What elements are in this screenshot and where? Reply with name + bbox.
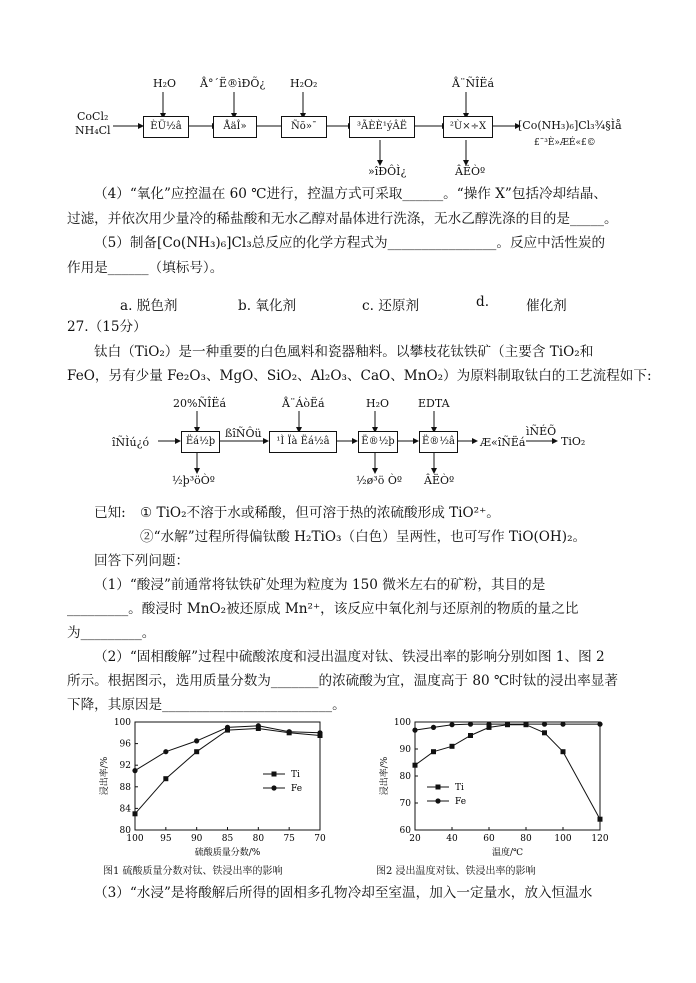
chart2-fe-point: [449, 722, 454, 727]
q5-option-c: c. 还原剂: [362, 298, 420, 314]
chart2-fe-point: [560, 722, 565, 727]
chart1-fe-point: [287, 729, 292, 734]
chart2-xlabel: 温度/℃: [491, 848, 524, 858]
flow1-arrows: [0, 0, 696, 200]
chart2-ytick-label: 70: [399, 799, 411, 809]
answer-prompt: 回答下列问题：: [94, 553, 190, 569]
chart2-ti-point: [542, 730, 547, 735]
q5-option-d-letter: d.: [476, 294, 490, 310]
q27-intro-line2: FeO，另有少量 Fe₂O₃、MgO、SiO₂、Al₂O₃、CaO、MnO₂）为原料制取钛白的工艺流程如下:: [67, 368, 652, 384]
chart2-fe-point: [431, 725, 436, 730]
chart2-ytick-label: 100: [393, 718, 411, 728]
flow2-reagent-20pct-acid: 20%ÑÎËá: [173, 397, 227, 410]
q27-intro-line1: 钛白（TiO₂）是一种重要的白色風料和瓷器釉料。以攀枝花钛铁矿（主要含 TiO₂和: [94, 344, 594, 360]
chart1-xtick-label: 85: [221, 834, 234, 844]
chart2-ti-point: [468, 733, 473, 738]
q27-1-line3: 为_________。: [67, 625, 156, 641]
chart2-legend-fe-label: Fe: [455, 797, 467, 807]
chart1-legend-fe-marker: [271, 785, 276, 790]
chart1-fe-point: [256, 723, 261, 728]
flow2-output-filtrate: ÂËÒº: [424, 474, 455, 487]
chart2-legend-fe-marker: [435, 798, 440, 803]
flow1-input-line2: NH₄Cl: [75, 124, 111, 137]
q5-option-a: a. 脱色剂: [120, 298, 178, 314]
chart1-fe-point: [194, 738, 199, 743]
chart1-ylabel: 浸出率/%: [100, 756, 110, 796]
chart2-ytick-label: 80: [399, 772, 411, 782]
flow1-box-complex: ÅäÎ»: [213, 116, 257, 138]
chart1-ytick-label: 96: [119, 739, 131, 750]
flow2-box-hydrolysis: Ë®½â: [419, 431, 458, 453]
flow2-reagent-calcine: ìÑÉÕ: [526, 425, 557, 438]
chart2-ti-point: [431, 749, 436, 754]
flow2-after-hydrolysis: Æ«îÑËá: [480, 436, 526, 449]
chart1-fe-point: [225, 725, 230, 730]
flow1-product-sub: £¨³È»ÆÉ«£©: [534, 138, 596, 148]
chart1-xtick-label: 90: [190, 834, 203, 844]
chart2-legend-ti-label: Ti: [455, 783, 464, 793]
known-fact-1: ① TiO₂不溶于水或稀酸，但可溶于热的浓硫酸形成 TiO²⁺。: [140, 505, 500, 521]
chart2-fe-point: [505, 722, 510, 727]
chart2-xtick-label: 60: [483, 834, 495, 844]
chart1-legend-ti-marker: [272, 772, 277, 777]
q27-2-line3: 下降，其原因是_________________________。: [67, 697, 346, 713]
flow2-end-product: TiO₂: [561, 435, 586, 448]
flow1-box-oxidize: Ñõ»¯: [281, 116, 327, 138]
chart2-xtick-label: 80: [520, 834, 532, 844]
chart2-ti-point: [598, 817, 603, 822]
chart2-caption: 图2 浸出温度对钛、铁浸出率的影响: [376, 866, 536, 877]
flow1-product: [Co(NH₃)₆]Cl₃¾§Ìå: [518, 119, 622, 132]
flow1-output-filtrate: ÂËÒº: [455, 165, 486, 178]
flow2-output-leachate: ½þ³öÒº: [172, 474, 215, 487]
flow1-box-dissolve: ÈÜ½â: [143, 116, 189, 138]
flow1-reagent-h2o: H₂O: [153, 77, 177, 90]
chart2-xtick-label: 100: [554, 834, 572, 844]
known-label: 已知:: [94, 505, 126, 521]
flow2-reagent-conc-sulfuric: Å¨ÁòËá: [282, 397, 325, 410]
flow2-arrows: [0, 380, 696, 490]
flow1-input-line1: CoCl₂: [77, 110, 109, 123]
flow1-box-operation-x: ²Ù×÷X: [443, 116, 493, 138]
chart1-xtick-label: 95: [160, 834, 172, 844]
q27-1-line2: _________。酸浸时 MnO₂被还原成 Mn²⁺，该反应中氧化剂与还原剂的物质的量之比: [67, 601, 579, 617]
chart1-ytick-label: 92: [119, 761, 131, 772]
q27-header: 27.（15分）: [67, 319, 147, 335]
chart2-fe-point: [597, 722, 602, 727]
flow1-box-hot-filter: ³ÃÈÈ¹ýÂË: [349, 116, 415, 138]
chart1-fe-point: [132, 768, 137, 773]
chart2-fe-point: [412, 728, 417, 733]
q5-option-d-text: 催化剂: [526, 298, 567, 314]
chart1-ti-point: [163, 776, 168, 781]
q5-line2: 作用是______（填标号）。: [67, 260, 224, 276]
chart1-xtick-label: 100: [126, 834, 144, 844]
q27-2-line2: 所示。根据图示，选用质量分数为_______的浓硫酸为宜，温度高于 80 ℃时钛的浸出率显著: [67, 673, 618, 689]
chart2-xtick-label: 40: [446, 834, 458, 844]
chart2-fe-point: [486, 722, 491, 727]
chart2-series-ti-line: [415, 725, 600, 820]
chart2-fe-point: [542, 722, 547, 727]
chart2-xtick-label: 20: [409, 834, 421, 844]
flow1-reagent-h2o2: H₂O₂: [290, 77, 318, 90]
flow1-reagent-conc-hcl: Å¨ÑÎËá: [452, 77, 495, 90]
chart1-fe-point: [163, 749, 168, 754]
chart2-fe-point: [468, 722, 473, 727]
chart1-ytick-label: 80: [119, 826, 131, 836]
chart1-legend-ti-label: Ti: [291, 770, 300, 780]
q27-3-line1: （3）“水浸”是将酸解后所得的固相多孔物冷却至室温，加入一定量水，放入恒温水: [94, 885, 593, 901]
chart1-fe-point: [317, 730, 322, 735]
q4-line2: 过滤，并依次用少量冷的稀盐酸和无水乙醇对晶体进行洗涤，无水乙醇洗涤的目的是_____。: [67, 211, 618, 227]
chart1-xtick-label: 80: [252, 834, 265, 844]
chart1-ti-point: [133, 811, 138, 816]
chart2-ytick-label: 60: [399, 826, 411, 836]
chart2-ytick-label: 90: [399, 745, 411, 755]
chart-figure-1: [95, 712, 335, 862]
chart2-xtick-label: 120: [591, 834, 609, 844]
chart1-xtick-label: 70: [314, 834, 326, 844]
flow2-start: îÑÌú¿ó: [112, 436, 150, 449]
chart2-legend-ti-marker: [436, 785, 441, 790]
chart2-ylabel: 浸出率/%: [380, 756, 390, 796]
flow2-box-acid-leach: Ëá½þ: [181, 431, 220, 453]
q27-1-line1: （1）“酸浸”前通常将钛铁矿处理为粒度为 150 微米左右的矿粉，其目的是: [94, 577, 546, 593]
q27-2-line1: （2）“固相酸解”过程中硫酸浓度和浸出温度对钛、铁浸出率的影响分别如图 1、图 2: [94, 649, 605, 665]
chart1-ytick-label: 100: [113, 718, 131, 728]
flow1-reagent-ammonia-charcoal: Å°´Ë®ìÐÕ¿: [200, 77, 266, 90]
chart2-fe-point: [523, 722, 528, 727]
chart1-xlabel: 硫酸质量分数/%: [194, 848, 261, 858]
chart1-ytick-label: 88: [119, 782, 131, 793]
flow2-box-solid-acidolysis: ¹Ì Ïà Ëá½â: [269, 431, 337, 453]
q5-line1: （5）制备[Co(NH₃)₆]Cl₃总反应的化学方程式为________________。反应中活性炭的: [94, 235, 606, 251]
known-fact-2: ②“水解”过程所得偏钛酸 H₂TiO₃（白色）呈两性，也可写作 TiO(OH)₂。: [140, 529, 587, 545]
chart-figure-2: [375, 712, 615, 862]
chart2-frame: [415, 722, 600, 830]
flow2-box-water-leach: Ë®½þ: [358, 431, 398, 453]
chart2-ti-point: [450, 744, 455, 749]
flow2-reagent-water: H₂O: [366, 397, 390, 410]
q5-option-b: b. 氧化剂: [238, 298, 297, 314]
chart2-ti-point: [561, 749, 566, 754]
chart1-ytick-label: 84: [119, 804, 131, 815]
flow1-output-charcoal: »îÐÔÌ¿: [368, 165, 407, 178]
flow2-output-residue: ½ø³ö Òº: [356, 474, 403, 487]
flow2-reagent-edta: EDTA: [418, 397, 450, 410]
chart1-caption: 图1 硫酸质量分数对钛、铁浸出率的影响: [103, 866, 283, 877]
chart1-xtick-label: 75: [283, 834, 295, 844]
chart1-ti-point: [194, 749, 199, 754]
q4-line1: （4）“氧化”应控温在 60 ℃进行，控温方式可采取______。“操作 X”包括冷却结晶、: [94, 186, 607, 202]
chart2-ti-point: [413, 763, 418, 768]
chart1-legend-fe-label: Fe: [291, 784, 303, 794]
flow2-mid-label: ßîÑÔü: [225, 427, 262, 440]
